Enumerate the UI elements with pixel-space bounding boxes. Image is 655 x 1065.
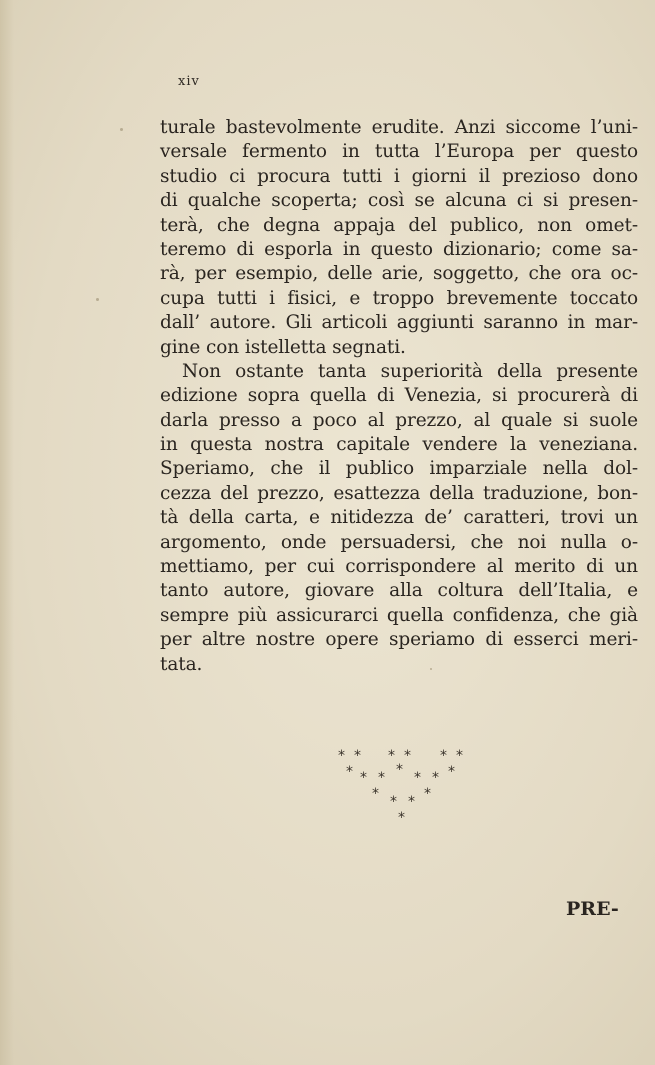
asterisk-icon: *: [372, 786, 379, 802]
paragraph-start-line: Non ostante tanta superiorità della presente: [182, 360, 638, 382]
paper-speck: [120, 128, 123, 131]
text-line: studio ci procura tutti i giorni il prezioso dono: [160, 165, 638, 187]
text-line: dall’ autore. Gli articoli aggiunti saranno in mar-: [160, 312, 638, 334]
page-number: xiv: [178, 74, 200, 89]
text-line: mettiamo, per cui corrispondere al merito di un: [160, 556, 638, 578]
asterisk-icon: *: [354, 748, 361, 764]
text-line: rà, per esempio, delle arie, soggetto, che ora oc-: [160, 263, 638, 285]
asterisk-icon: *: [396, 762, 403, 778]
text-line: gine con istelletta segnati.: [160, 336, 406, 358]
asterisk-icon: *: [390, 794, 397, 810]
asterisk-icon: *: [388, 748, 395, 764]
page-gutter-shadow: [0, 0, 14, 1065]
asterisk-icon: *: [378, 770, 385, 786]
text-line: per altre nostre opere speriamo di esserci meri-: [160, 629, 638, 651]
text-line: versale fermento in tutta l’Europa per questo: [160, 141, 638, 163]
asterisk-icon: *: [360, 770, 367, 786]
text-line: tanto autore, giovare alla coltura dell’Italia, e: [160, 580, 638, 602]
asterisk-icon: *: [432, 770, 439, 786]
asterisk-icon: *: [448, 764, 455, 780]
asterisk-icon: *: [404, 748, 411, 764]
asterisk-icon: *: [338, 748, 345, 764]
text-line: sempre più assicurarci quella confidenza, che già: [160, 604, 638, 626]
text-line: cupa tutti i fisici, e troppo brevemente toccato: [160, 287, 638, 309]
text-line: darla presso a poco al prezzo, al quale si suole: [160, 409, 638, 431]
text-line: di qualche scoperta; così se alcuna ci si presen-: [160, 190, 638, 212]
text-line: Speriamo, che il publico imparziale nella dol-: [160, 458, 638, 480]
catchword: PRE-: [566, 898, 619, 920]
text-line: tata.: [160, 653, 203, 675]
asterisk-icon: *: [440, 748, 447, 764]
text-line: edizione sopra quella di Venezia, si procurerà di: [160, 385, 638, 407]
asterisk-icon: *: [408, 794, 415, 810]
text-line: in questa nostra capitale vendere la veneziana.: [160, 434, 638, 456]
asterisk-icon: *: [414, 770, 421, 786]
asterisk-ornament: [330, 748, 480, 828]
asterisk-icon: *: [424, 786, 431, 802]
text-line: tà della carta, e nitidezza de’ caratteri, trovi un: [160, 507, 638, 529]
text-line: argomento, onde persuadersi, che noi nulla o-: [160, 531, 638, 553]
paper-speck: [96, 298, 99, 301]
asterisk-icon: *: [456, 748, 463, 764]
text-line: terà, che degna appaja del publico, non omet-: [160, 214, 638, 236]
asterisk-icon: *: [346, 764, 353, 780]
text-line: turale bastevolmente erudite. Anzi siccome l’uni-: [160, 117, 638, 138]
body-text: [160, 116, 638, 677]
text-line: teremo di esporla in questo dizionario; come sa-: [160, 238, 638, 260]
asterisk-icon: *: [398, 810, 405, 826]
text-line: cezza del prezzo, esattezza della traduzione, bon-: [160, 482, 638, 504]
